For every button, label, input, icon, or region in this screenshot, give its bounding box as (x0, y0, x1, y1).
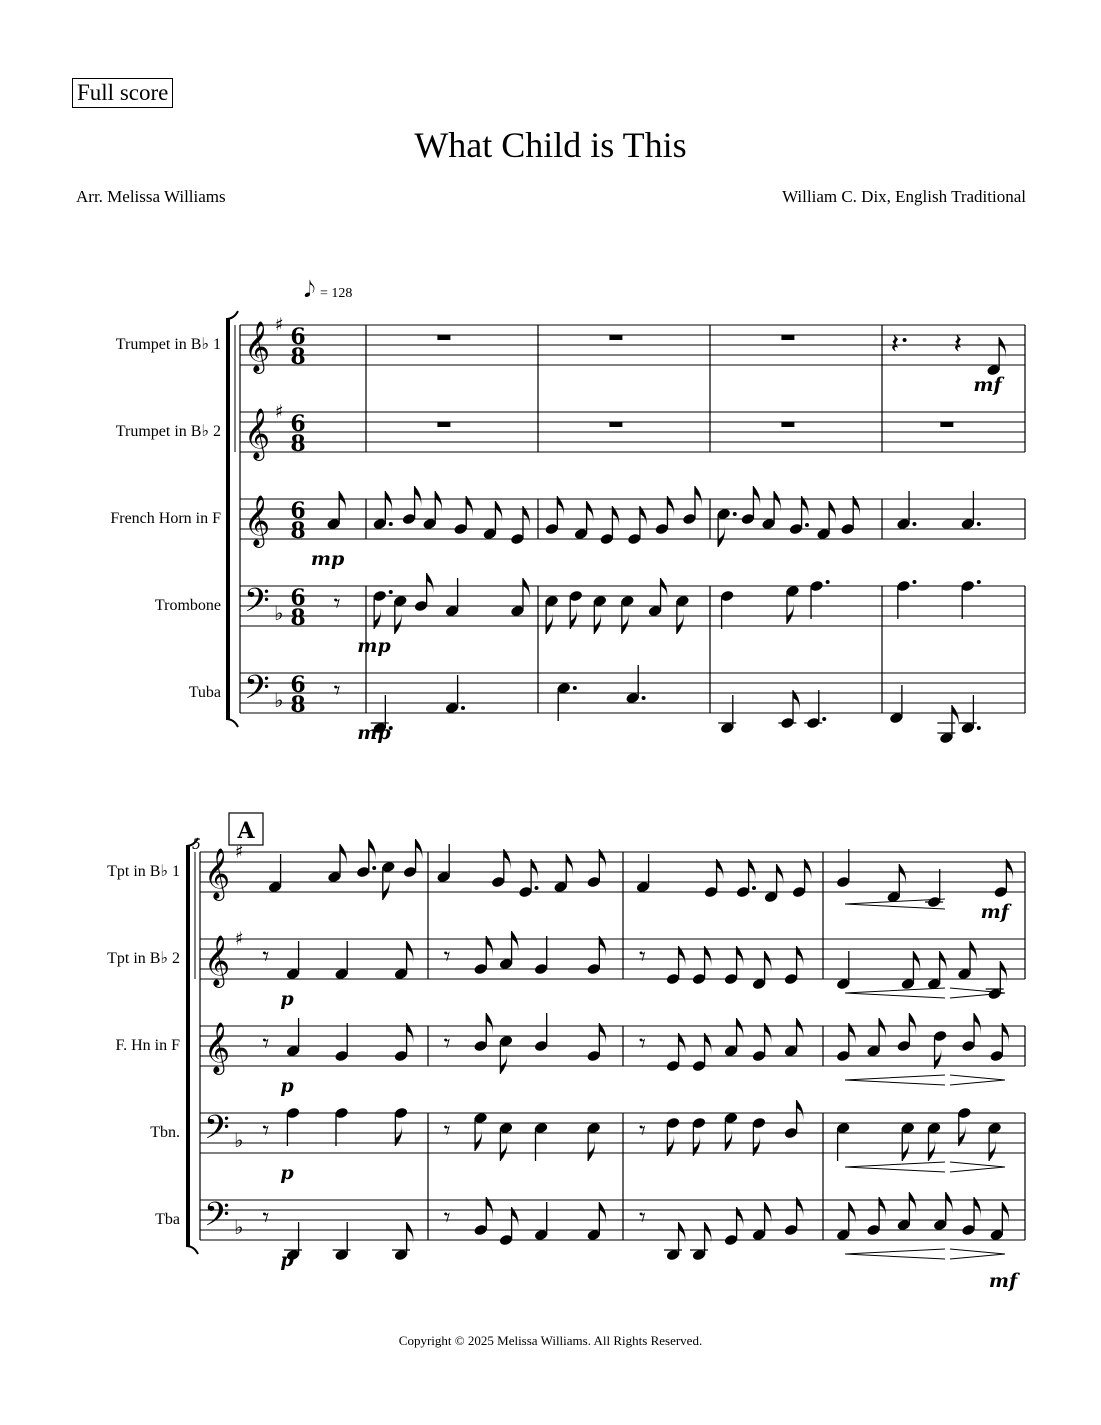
hn-m3-note1-flag (879, 1018, 886, 1040)
tbn-m2-note3-flag (622, 612, 629, 634)
dynamic-tpt2: p (280, 988, 294, 1010)
dynamic-tba: p (280, 1249, 294, 1271)
hn-m3-note3-dot (805, 523, 809, 527)
tpt2-m2-note0-whole-rest (609, 422, 622, 427)
rehearsal-mark: A (237, 818, 255, 844)
hn-m2-note5-flag (797, 1018, 804, 1040)
hn-m3-note4-flag (829, 501, 836, 523)
tba-m0-note3-flag (407, 1222, 414, 1244)
tpt1-m2-note3-flag (777, 864, 784, 886)
tpt2-m0-note3-flag (407, 941, 414, 963)
time-sig-num-hn: 6 (290, 498, 306, 524)
arranger-credit: Arr. Melissa Williams (76, 187, 226, 206)
hn-m3-note0-dot (733, 512, 737, 516)
time-sig-num-tpt1: 6 (290, 324, 306, 350)
tbn-m3-note1-flag (787, 602, 794, 624)
crescendo-hairpin-3 (845, 1162, 945, 1172)
tba-m3-note0-flag (849, 1202, 856, 1224)
instrument-label-tbn: Tbn. (150, 1124, 180, 1141)
crescendo-hairpin-2 (845, 1075, 945, 1085)
instrument-label-tpt2: Trumpet in B♭ 2 (115, 423, 221, 440)
tba-m1-note4-flag (599, 1202, 606, 1224)
tpt2-m0-note0-eighth-rest: 𝄾 (262, 942, 270, 972)
tbn-m2-note0-flag (546, 612, 553, 634)
hn-m1-note4-flag (495, 501, 502, 523)
time-sig-den-tba: 8 (290, 692, 306, 718)
tbn-m3-note2-dot (826, 580, 830, 584)
treble-clef-hn: 𝄞 (204, 1022, 231, 1073)
tbn-m4-note0-dot (912, 580, 916, 584)
tpt1-m1-note3-flag (566, 854, 573, 876)
bass-clef-tba: 𝄢 (244, 669, 270, 715)
tpt1-m1-note0-whole-rest (437, 335, 450, 340)
bass-clef-tbn: 𝄢 (204, 1109, 230, 1155)
tpt2-m3-note3-flag (970, 941, 977, 963)
tba-m1-note1-dot (461, 706, 465, 710)
tpt1-m2-note2-dot (752, 886, 756, 890)
instrument-label-tba: Tuba (188, 684, 221, 701)
decrescendo-hairpin-3 (950, 1162, 1005, 1172)
hn-m1-note1-flag (415, 486, 422, 508)
tba-m0-note0-eighth-rest: 𝄾 (333, 676, 341, 706)
tbn-m1-note2-flag (500, 1139, 507, 1161)
hn-m2-note3-flag (737, 1018, 744, 1040)
time-sig-den-hn: 8 (290, 518, 306, 544)
hn-m2-note5-flag (695, 486, 702, 508)
tpt2-m3-note0-whole-rest (781, 422, 794, 427)
tpt2-m4-note0-whole-rest (940, 422, 953, 427)
decrescendo-hairpin-4 (950, 1249, 1005, 1259)
dynamic-hn: p (280, 1075, 294, 1097)
tbn-m1-note4-flag (588, 1139, 595, 1161)
tbn-m2-note3-flag (725, 1129, 732, 1151)
tba-m2-note0-dot (573, 686, 577, 690)
key-flat-tbn: ♭ (234, 1128, 244, 1152)
measure-number: 5 (192, 837, 201, 853)
tbn-m2-note5-flag (677, 612, 684, 634)
tpt1-m0-note4-flag (416, 839, 423, 861)
key-sharp-tpt1: ♯ (235, 841, 244, 863)
copyright-notice: Copyright © 2025 Melissa Williams. All Rights Reserved. (398, 1333, 703, 1348)
key-sharp-tpt1: ♯ (275, 314, 284, 336)
tba-m4-note1-flag (952, 705, 959, 727)
tbn-m2-note4-flag (661, 578, 668, 600)
tba-m2-note0-eighth-rest: 𝄾 (639, 1203, 646, 1233)
tpt2-m3-note4-flag (1000, 961, 1007, 983)
tba-m2-note2-flag (705, 1222, 712, 1244)
tbn-m0-note0-eighth-rest: 𝄾 (262, 1116, 270, 1146)
hn-m1-note2-flag (435, 491, 442, 513)
dynamic-tba-end: mf (988, 1270, 1018, 1292)
hn-m2-note0-eighth-rest: 𝄾 (639, 1029, 646, 1059)
tempo-note-icon: 𝅘𝅥𝅮 (304, 278, 316, 303)
key-flat-tba: ♭ (274, 688, 284, 712)
tba-m4-note2-dot (977, 726, 981, 730)
hn-m0-note0-flag (339, 491, 346, 513)
instrument-label-hn: French Horn in F (110, 510, 221, 527)
hn-m1-note0-dot (389, 522, 393, 526)
tba-m2-note1-dot (642, 696, 646, 700)
treble-clef-tpt1: 𝄞 (204, 848, 231, 899)
tbn-m4-note1-dot (977, 580, 981, 584)
key-flat-tbn: ♭ (274, 601, 284, 625)
tpt2-m1-note0-whole-rest (437, 422, 450, 427)
tpt1-m4-note0-quarter-rest: 𝄽 (890, 327, 900, 360)
tpt1-m0-note3-flag (383, 878, 390, 900)
time-sig-den-tpt1: 8 (290, 344, 306, 370)
score-title: What Child is This (414, 125, 687, 165)
tpt2-m3-note1-flag (913, 951, 920, 973)
time-sig-den-tbn: 8 (290, 605, 306, 631)
tpt1-m0-note2-dot (372, 866, 376, 870)
tpt2-m2-note4-flag (765, 951, 772, 973)
key-sharp-tpt2: ♯ (235, 928, 244, 950)
treble-clef-tpt2: 𝄞 (244, 408, 271, 459)
tbn-m3-note4-flag (989, 1139, 996, 1161)
hn-m1-note2-flag (500, 1052, 507, 1074)
decrescendo-hairpin-2 (950, 1075, 1005, 1085)
bass-clef-tba: 𝄢 (204, 1196, 230, 1242)
system1-bracket-top (226, 311, 238, 319)
tbn-m3-note1-flag (902, 1139, 909, 1161)
instrument-label-tba: Tba (155, 1211, 180, 1228)
dynamic-tba: mp (357, 722, 391, 744)
tba-m3-note3-flag (946, 1192, 953, 1214)
tpt1-m2-note0-whole-rest (609, 335, 622, 340)
bass-clef-tbn: 𝄢 (244, 582, 270, 628)
dynamic-hn: mp (310, 548, 345, 570)
tba-m3-note5-flag (1002, 1202, 1009, 1224)
hn-m1-note0-eighth-rest: 𝄾 (443, 1029, 451, 1059)
tpt1-m0-note1-flag (340, 844, 347, 866)
instrument-label-hn: F. Hn in F (115, 1037, 180, 1054)
hn-m0-note0-eighth-rest: 𝄾 (262, 1029, 270, 1059)
tbn-m1-note0-eighth-rest: 𝄾 (443, 1116, 451, 1146)
hn-m3-note4-flag (974, 1013, 981, 1035)
tpt1-m4-note1-quarter-rest: 𝄽 (953, 327, 963, 360)
hn-m3-note1-flag (753, 486, 760, 508)
tba-m2-note1-flag (679, 1222, 686, 1244)
dynamic-tpt1: mf (980, 901, 1009, 923)
tempo-marking: = 128 (320, 286, 353, 301)
tbn-m1-note4-flag (523, 578, 530, 600)
hn-m3-note2-flag (774, 491, 781, 513)
tba-m3-note2-flag (909, 1192, 916, 1214)
crescendo-hairpin-1 (845, 988, 945, 998)
system1-bracket-bottom (226, 719, 238, 727)
system2-bracket-bottom (186, 1246, 198, 1254)
tbn-m0-note0-eighth-rest: 𝄾 (333, 589, 341, 619)
instrument-label-tpt1: Trumpet in B♭ 1 (115, 336, 221, 353)
treble-clef-tpt1: 𝄞 (244, 321, 271, 372)
dynamic-tbn: p (280, 1162, 294, 1184)
hn-m1-note1-flag (486, 1013, 493, 1035)
treble-clef-hn: 𝄞 (244, 495, 271, 546)
tba-m2-note4-flag (765, 1202, 772, 1224)
instrument-label-tbn: Trombone (154, 597, 221, 614)
tba-m1-note0-eighth-rest: 𝄾 (443, 1203, 451, 1233)
tpt1-m4-note2-flag (999, 337, 1006, 359)
instrument-label-tpt1: Tpt in B♭ 1 (107, 863, 180, 880)
hn-m1-note0-flag (385, 491, 392, 513)
hn-m3-note2-flag (909, 1013, 916, 1035)
tbn-m2-note5-flag (797, 1100, 804, 1122)
hn-m2-note1-flag (587, 501, 594, 523)
tpt1-m4-note0-dot (903, 338, 907, 342)
tpt2-m2-note0-eighth-rest: 𝄾 (639, 942, 646, 972)
time-sig-num-tbn: 6 (290, 585, 306, 611)
dynamic-tbn: mp (357, 635, 391, 657)
treble-clef-tpt2: 𝄞 (204, 935, 231, 986)
tbn-m2-note2-flag (594, 612, 601, 634)
tbn-m2-note0-eighth-rest: 𝄾 (639, 1116, 646, 1146)
composer-credit: William C. Dix, English Traditional (782, 187, 1026, 206)
key-sharp-tpt2: ♯ (275, 401, 284, 423)
tbn-m1-note0-dot (389, 590, 393, 594)
tbn-m1-note1-flag (475, 1129, 482, 1151)
tbn-m1-note2-flag (427, 573, 434, 595)
dynamic-tpt1: mf (973, 374, 1002, 396)
hn-m4-note1-dot (977, 522, 981, 526)
tpt1-m0-note2-flag (369, 839, 376, 861)
tpt2-m1-note0-eighth-rest: 𝄾 (443, 942, 451, 972)
tba-m3-note2-dot (822, 717, 826, 721)
tbn-m1-note1-flag (395, 612, 402, 634)
hn-m4-note0-dot (912, 522, 916, 526)
instrument-label-tpt2: Tpt in B♭ 2 (107, 950, 180, 967)
tbn-m3-note2-flag (929, 1139, 936, 1161)
time-sig-den-tpt2: 8 (290, 431, 306, 457)
tba-m0-note0-eighth-rest: 𝄾 (262, 1203, 270, 1233)
hn-m3-note0-flag (718, 525, 725, 547)
tpt2-m1-note2-flag (512, 931, 519, 953)
tpt1-m3-note0-whole-rest (781, 335, 794, 340)
time-sig-num-tpt2: 6 (290, 411, 306, 437)
part-label: Full score (72, 78, 173, 108)
tpt1-m1-note2-dot (535, 886, 539, 890)
key-flat-tba: ♭ (234, 1215, 244, 1239)
tpt2-m3-note2-flag (940, 951, 947, 973)
crescendo-hairpin-4 (845, 1249, 945, 1259)
time-sig-num-tba: 6 (290, 672, 306, 698)
tpt1-m3-note1-flag (899, 864, 906, 886)
